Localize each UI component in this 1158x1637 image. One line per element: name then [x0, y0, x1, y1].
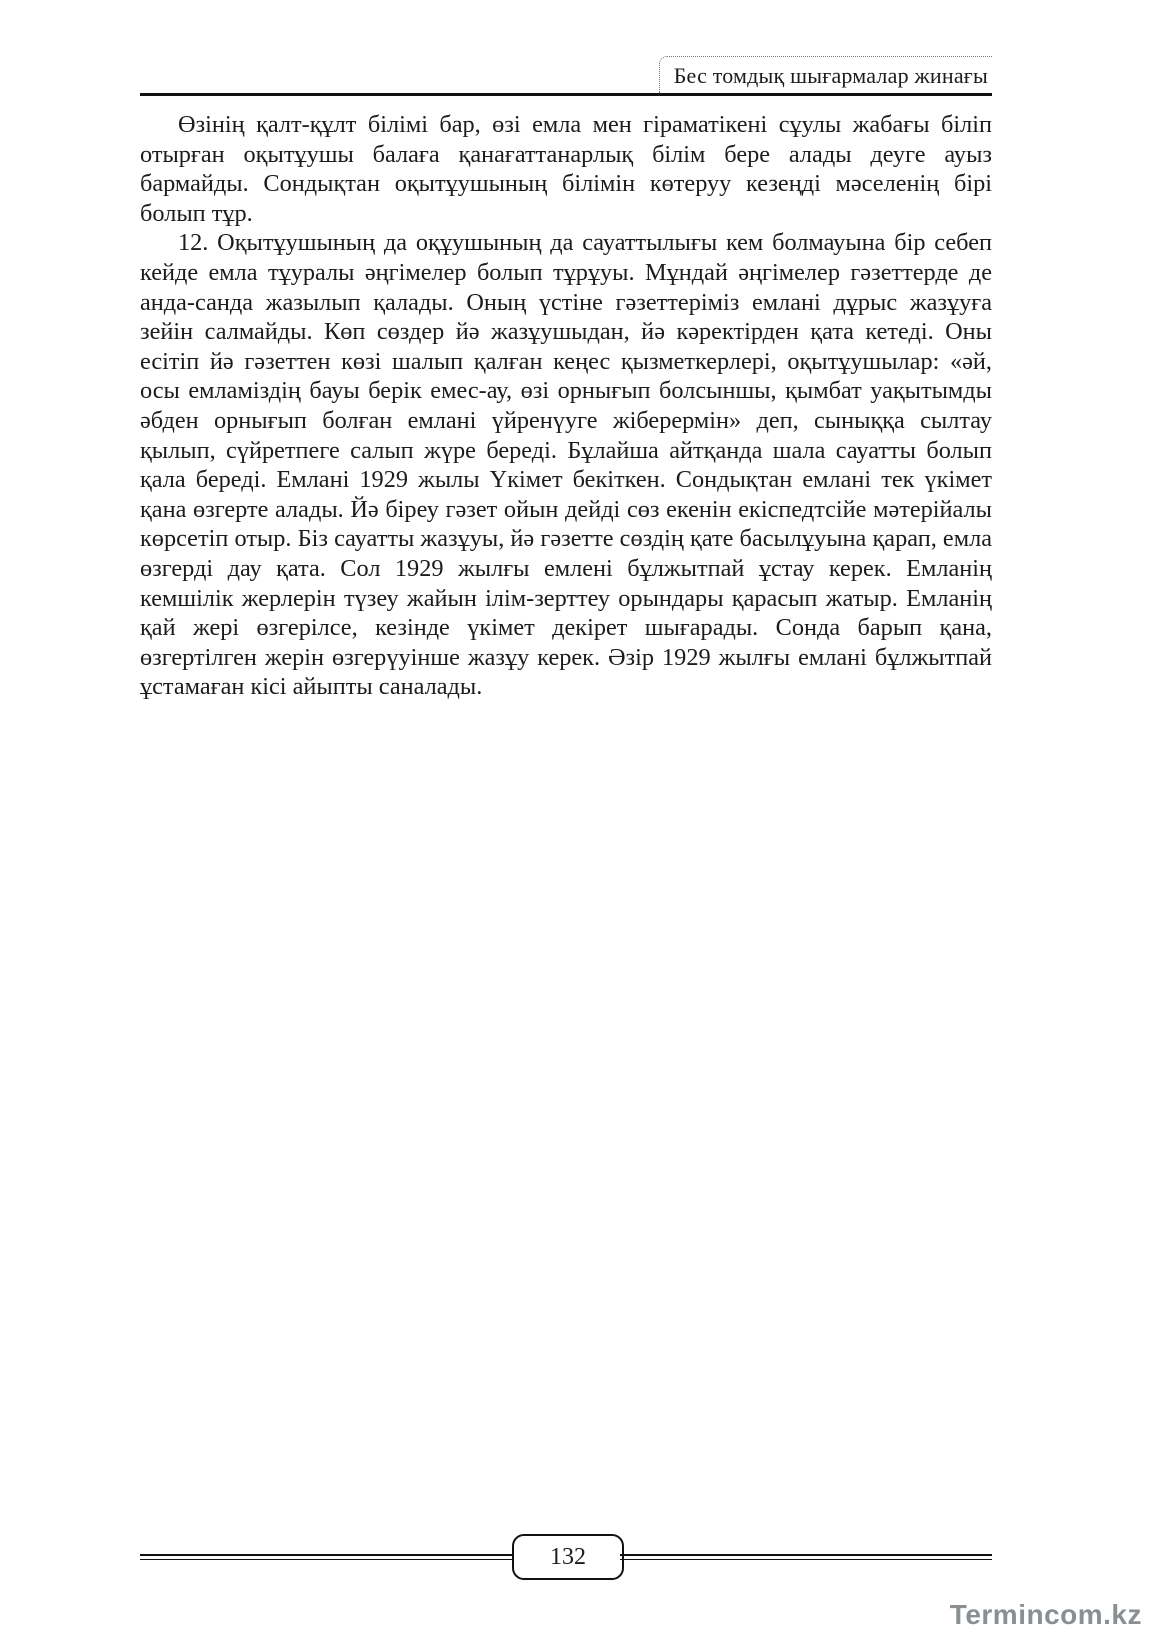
watermark-logo: [950, 1599, 1142, 1631]
header-rule: [140, 93, 992, 96]
footer-rule-right: [620, 1554, 992, 1560]
body-text: [140, 110, 992, 702]
footer-rule-left: [140, 1554, 512, 1560]
page-footer: [140, 1532, 992, 1584]
paragraph-2: 12. Оқытұушының да оқұушының да сауаттылығы кем болмауына бір себеп кейде емла тұуралы әңгімелер болып тұрұуы. Мұндай әңгімелер гәзеттерде де анда-санда жазылып қалады. Оның үстіне гәзеттеріміз емлані дұрыс жазұуға зейін салмайды. Көп сөздер йә жазұушыдан, йә кәректірден қата кетеді. Оны есітіп йә гәзеттен көзі шалып қалған кеңес қызметкерлері, оқытұушылар: «әй, осы емламіздің бауы берік емес-ау, өзі орнығып болсыншы, қымбат уақытымды әбден орнығып болған емлані үйренүуге жіберермін» деп, сыныққа сылтау қылып, сүйретпеге салып жүре береді. Бұлайша айтқанда шала сауатты болып қала береді. Емлані 1929 жылы Үкімет бекіткен. Сондықтан емлані тек үкімет қана өзгерте алады. Йә біреу гәзет ойын дейді сөз екенін екіспедтсійе мәтерійалы көрсетіп отыр. Біз сауатты жазұуы, йә гәзетте сөздің қате басылұуына қарап, емла өзгерді дау қата. Сол 1929 жылғы емлені бұлжытпай ұстау керек. Емланің кемшілік жерлерін түзеу жайын ілім-зерттеу орындары қарасып жатыр. Емланің қай жері өзгерілсе, кезінде үкімет декірет шығарады. Сонда барып қана, өзгертілген жерін өзгерүуінше жазұу керек. Әзір 1929 жылғы емлані бұлжытпай ұстамаған кісі айыпты саналады.: [140, 229, 992, 701]
running-header: [140, 56, 992, 96]
paragraph-1: Өзінің қалт-құлт білімі бар, өзі емла мен гіраматікені сұулы жабағы біліп отырған оқытұушы балаға қанағаттанарлық білім бере алады деуге ауыз бармайды. Сондықтан оқытұушының білімін көтеруу кезеңді мәселенің бірі болып тұр.: [140, 111, 992, 227]
watermark-text: Termincom.kz: [949, 1599, 1142, 1630]
header-title: Бес томдық шығармалар жинағы: [659, 56, 992, 93]
page-number: 132: [512, 1534, 624, 1580]
